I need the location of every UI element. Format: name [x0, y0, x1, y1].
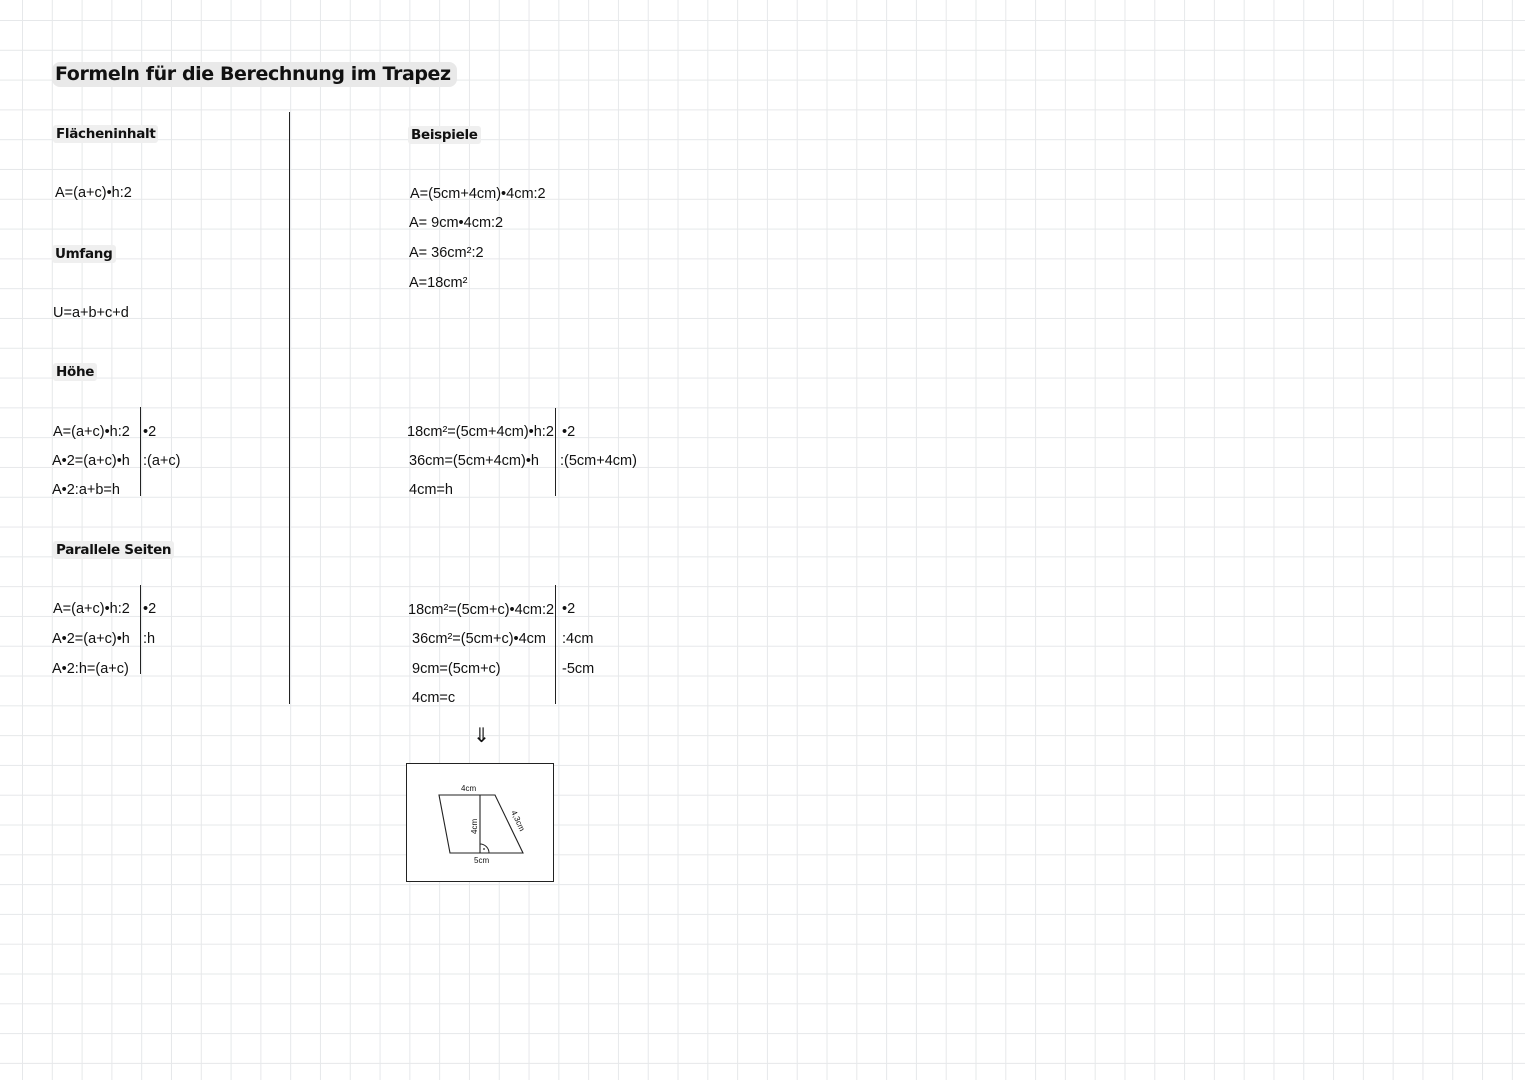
example-parallel-operation: •2: [562, 601, 576, 617]
parallel-step: A•2=(a+c)•h: [52, 631, 130, 647]
page-title: Formeln für die Berechnung im Trapez: [52, 62, 457, 87]
example-parallel-operation: -5cm: [562, 661, 595, 677]
area-heading: Flächeninhalt: [53, 125, 158, 143]
height-step: A•2=(a+c)•h: [52, 453, 130, 469]
parallel-operation: :h: [143, 631, 156, 647]
top-side-label: 4cm: [461, 784, 477, 793]
trapezoid-sketch: [406, 763, 554, 882]
right-angle-dot: [483, 848, 485, 850]
examples-heading: Beispiele: [408, 126, 481, 144]
parallel-sides-heading: Parallele Seiten: [53, 541, 174, 559]
example-parallel-operation: :4cm: [562, 631, 594, 647]
example-parallel-step: 36cm²=(5cm+c)•4cm: [412, 631, 546, 647]
height-operation: :(a+c): [143, 453, 181, 469]
example-height-step: 18cm²=(5cm+4cm)•h:2: [407, 424, 554, 440]
height-label: 4cm: [470, 818, 479, 834]
perimeter-formula: U=a+b+c+d: [53, 305, 129, 321]
example-height-operation: :(5cm+4cm): [560, 453, 637, 469]
parallel-step: A=(a+c)•h:2: [53, 601, 130, 617]
example-height-step: 36cm=(5cm+4cm)•h: [409, 453, 539, 469]
down-arrow-icon: ⇓: [473, 723, 490, 747]
trapezoid-drawing: [407, 764, 555, 883]
height-operation-bar: [140, 407, 141, 496]
area-formula: A=(a+c)•h:2: [55, 185, 132, 201]
parallel-step: A•2:h=(a+c): [52, 661, 129, 677]
height-step: A•2:a+b=h: [52, 482, 120, 498]
example-height-step: 4cm=h: [409, 482, 453, 498]
slant-side-label: 4,3cm: [509, 809, 527, 833]
example-area-step: A= 36cm²:2: [409, 245, 484, 261]
bottom-side-label: 5cm: [474, 856, 490, 865]
column-divider: [289, 112, 290, 704]
example-height-operation-bar: [555, 408, 556, 496]
example-area-step: A=(5cm+4cm)•4cm:2: [410, 186, 546, 202]
parallel-operation-bar: [140, 585, 141, 674]
example-height-operation: •2: [562, 424, 576, 440]
example-parallel-step: 18cm²=(5cm+c)•4cm:2: [408, 602, 555, 618]
example-area-step: A=18cm²: [409, 275, 468, 291]
example-parallel-step: 9cm=(5cm+c): [412, 661, 501, 677]
height-heading: Höhe: [53, 363, 97, 381]
height-operation: •2: [143, 424, 157, 440]
example-parallel-operation-bar: [555, 585, 556, 704]
example-parallel-step: 4cm=c: [412, 690, 456, 706]
parallel-operation: •2: [143, 601, 157, 617]
height-step: A=(a+c)•h:2: [53, 424, 130, 440]
perimeter-heading: Umfang: [52, 245, 116, 263]
example-area-step: A= 9cm•4cm:2: [409, 215, 504, 231]
